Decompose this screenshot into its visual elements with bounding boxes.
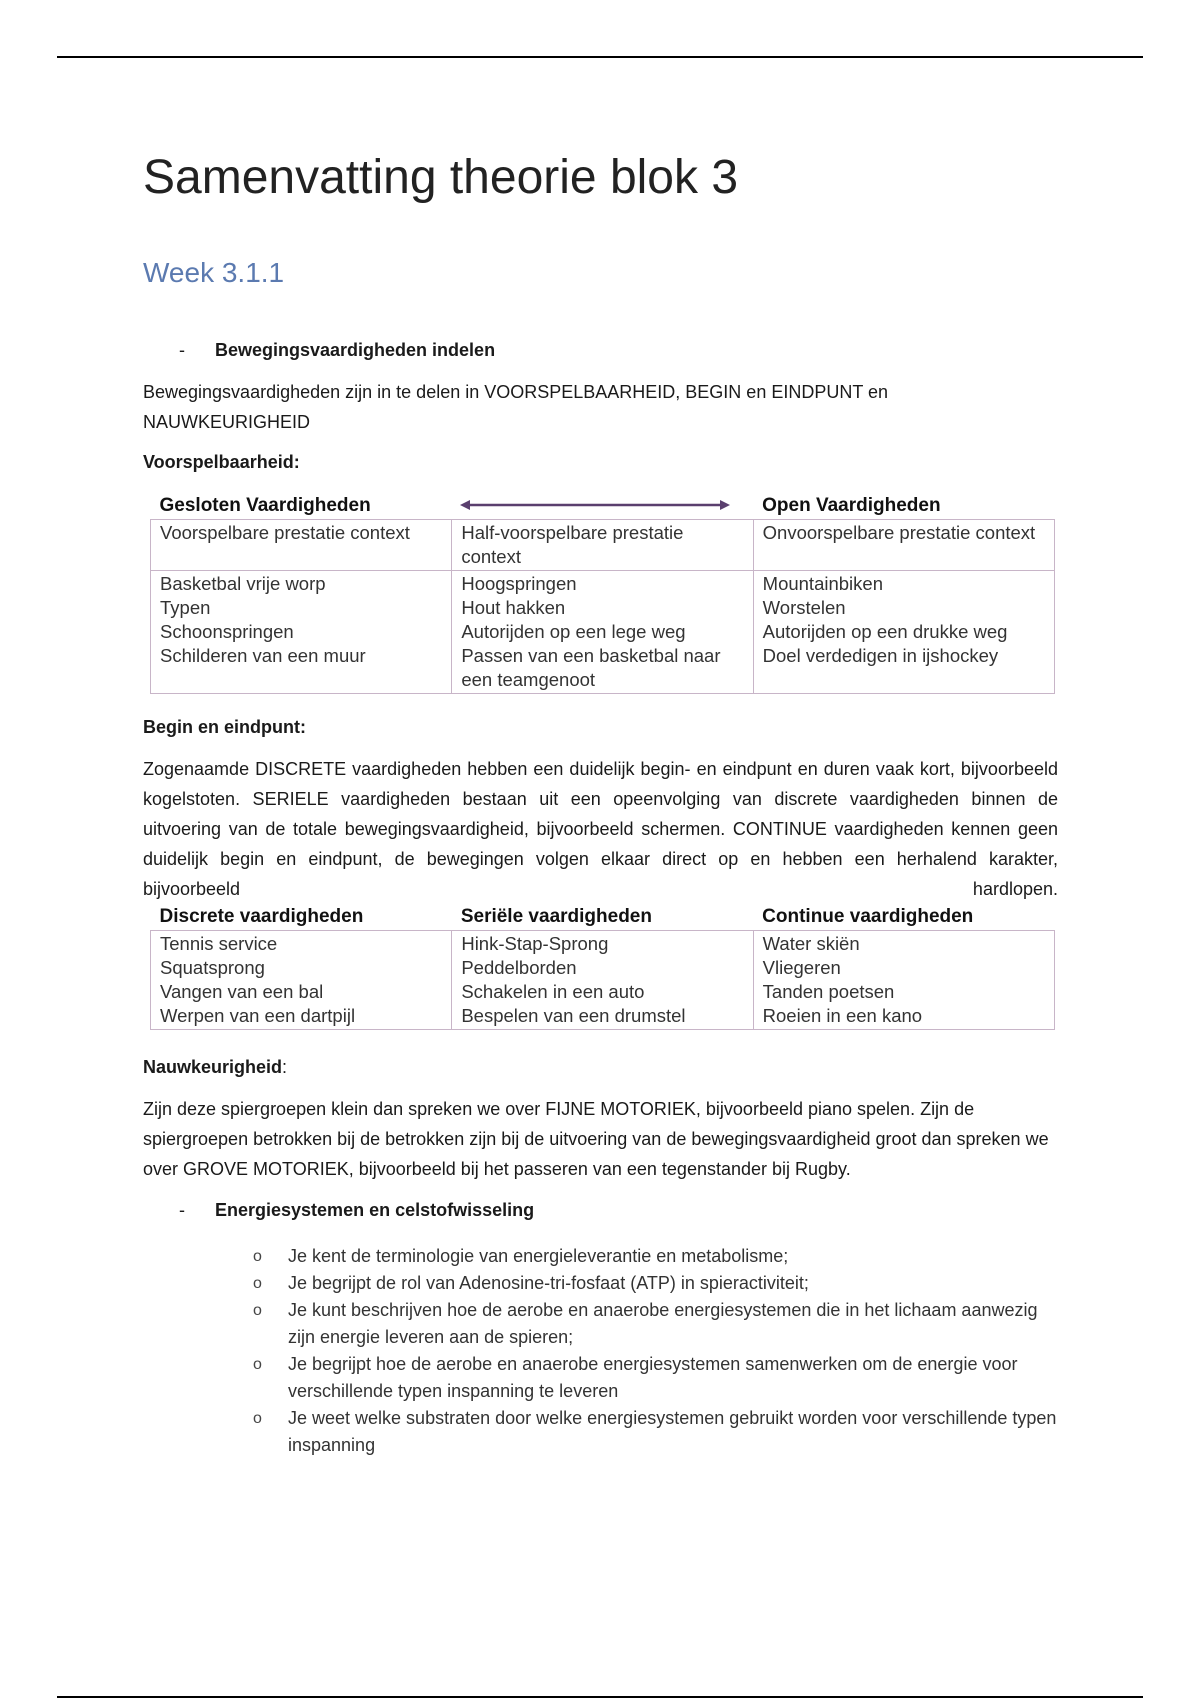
- list-item-text: Je begrijpt hoe de aerobe en anaerobe energiesystemen samenwerken om de energie voor verschillende typen inspanning te leveren: [288, 1354, 1018, 1401]
- section-heading-energiesystemen: [143, 1200, 1058, 1221]
- list-item: [253, 1270, 1058, 1297]
- circle-bullet-icon: o: [253, 1302, 262, 1319]
- section-heading-label: Energiesystemen en celstofwisseling: [215, 1200, 535, 1220]
- circle-bullet-icon: o: [253, 1275, 262, 1292]
- circle-bullet-icon: o: [253, 1356, 262, 1373]
- section-heading-label: Bewegingsvaardigheden indelen: [215, 340, 496, 360]
- list-item-text: Je kunt beschrijven hoe de aerobe en anaerobe energiesystemen die in het lichaam aanwezig zijn energie leveren aan de spieren;: [288, 1300, 1038, 1347]
- nauwkeurigheid-label-text: Nauwkeurigheid: [143, 1057, 283, 1077]
- table-header-row: [151, 904, 1055, 931]
- list-item-text: Je kent de terminologie van energieleverantie en metabolisme;: [288, 1246, 789, 1266]
- table-header-cell: Continue vaardigheden: [762, 906, 974, 927]
- table-cell: Voorspelbare prestatie context: [151, 520, 452, 571]
- table-cell: Water skiën Vliegeren Tanden poetsen Roeien in een kano: [753, 931, 1054, 1030]
- list-item: [253, 1351, 1058, 1405]
- table-cell: Onvoorspelbare prestatie context: [753, 520, 1054, 571]
- list-item: [253, 1405, 1058, 1459]
- discrete-serieel-continue-table: [150, 904, 1055, 1030]
- table-row: [151, 571, 1055, 694]
- nauwkeurigheid-label: [143, 1054, 1058, 1080]
- table-cell: Basketbal vrije worp Typen Schoonspringen Schilderen van een muur: [151, 571, 452, 694]
- begin-eindpunt-label: Begin en eindpunt:: [143, 717, 306, 737]
- table-header-row: [151, 493, 1055, 520]
- document-body: [143, 150, 1058, 1459]
- intro-paragraph: Bewegingsvaardigheden zijn in te delen in VOORSPELBAARHEID, BEGIN en EINDPUNT en NAUWKEURIGHEID: [143, 382, 889, 432]
- table-header-cell: Discrete vaardigheden: [159, 906, 364, 927]
- nauwkeurigheid-colon: :: [282, 1057, 288, 1077]
- table-header-cell: Seriële vaardigheden: [460, 906, 652, 927]
- list-item: [253, 1297, 1058, 1351]
- table-cell: Half-voorspelbare prestatie context: [452, 520, 753, 571]
- table-row: [151, 520, 1055, 571]
- table-row: [151, 931, 1055, 1030]
- bottom-rule: [57, 1696, 1143, 1698]
- top-rule: [57, 56, 1143, 58]
- table-header-cell: Gesloten Vaardigheden: [159, 495, 371, 516]
- double-arrow-icon: [460, 498, 730, 512]
- voorspelbaarheid-label: Voorspelbaarheid:: [143, 452, 300, 472]
- circle-bullet-icon: o: [253, 1248, 262, 1265]
- table-cell: Hink-Stap-Sprong Peddelborden Schakelen in een auto Bespelen van een drumstel: [452, 931, 753, 1030]
- table-cell: Hoogspringen Hout hakken Autorijden op een lege weg Passen van een basketbal naar een teamgenoot: [452, 571, 753, 694]
- learning-goals-list: [143, 1243, 1058, 1459]
- voorspelbaarheid-table: [150, 493, 1055, 694]
- table-cell: Mountainbiken Worstelen Autorijden op een drukke weg Doel verdedigen in ijshockey: [753, 571, 1054, 694]
- bullet-dash: -: [179, 340, 185, 360]
- table-cell: Tennis service Squatsprong Vangen van een bal Werpen van een dartpijl: [151, 931, 452, 1030]
- nauwkeurigheid-paragraph: Zijn deze spiergroepen klein dan spreken we over FIJNE MOTORIEK, bijvoorbeeld piano spelen. Zijn de spiergroepen betrokken bij de betrokken zijn bij de uitvoering van de bewegingsvaardigheid groot dan spreken we over GROVE MOTORIEK, bijvoorbeeld bij het passeren van een tegenstander bij Rugby.: [143, 1099, 1049, 1179]
- list-item-text: Je begrijpt de rol van Adenosine-tri-fosfaat (ATP) in spieractiviteit;: [288, 1273, 809, 1293]
- table-header-cell: Open Vaardigheden: [762, 495, 941, 516]
- list-item: [253, 1243, 1058, 1270]
- begin-eindpunt-paragraph: Zogenaamde DISCRETE vaardigheden hebben een duidelijk begin- en eindpunt en duren vaak kort, bijvoorbeeld kogelstoten. SERIELE vaardigheden bestaan uit een opeenvolging van discrete vaardigheden binnen de uitvoering van de totale bewegingsvaardigheid, bijvoorbeeld schermen. CONTINUE vaardigheden kennen geen duidelijk begin en eindpunt, de bewegingen volgen elkaar direct op en hebben een herhalend karakter, bijvoorbeeld hardlopen.: [143, 759, 1058, 899]
- bullet-dash: -: [179, 1200, 185, 1220]
- circle-bullet-icon: o: [253, 1410, 262, 1427]
- week-heading: Week 3.1.1: [143, 257, 285, 288]
- list-item-text: Je weet welke substraten door welke energiesystemen gebruikt worden voor verschillende typen inspanning: [288, 1408, 1057, 1455]
- arrow-cell: [452, 493, 753, 520]
- section-heading-bewegingsvaardigheden: [143, 340, 1058, 361]
- page-title: Samenvatting theorie blok 3: [143, 151, 739, 204]
